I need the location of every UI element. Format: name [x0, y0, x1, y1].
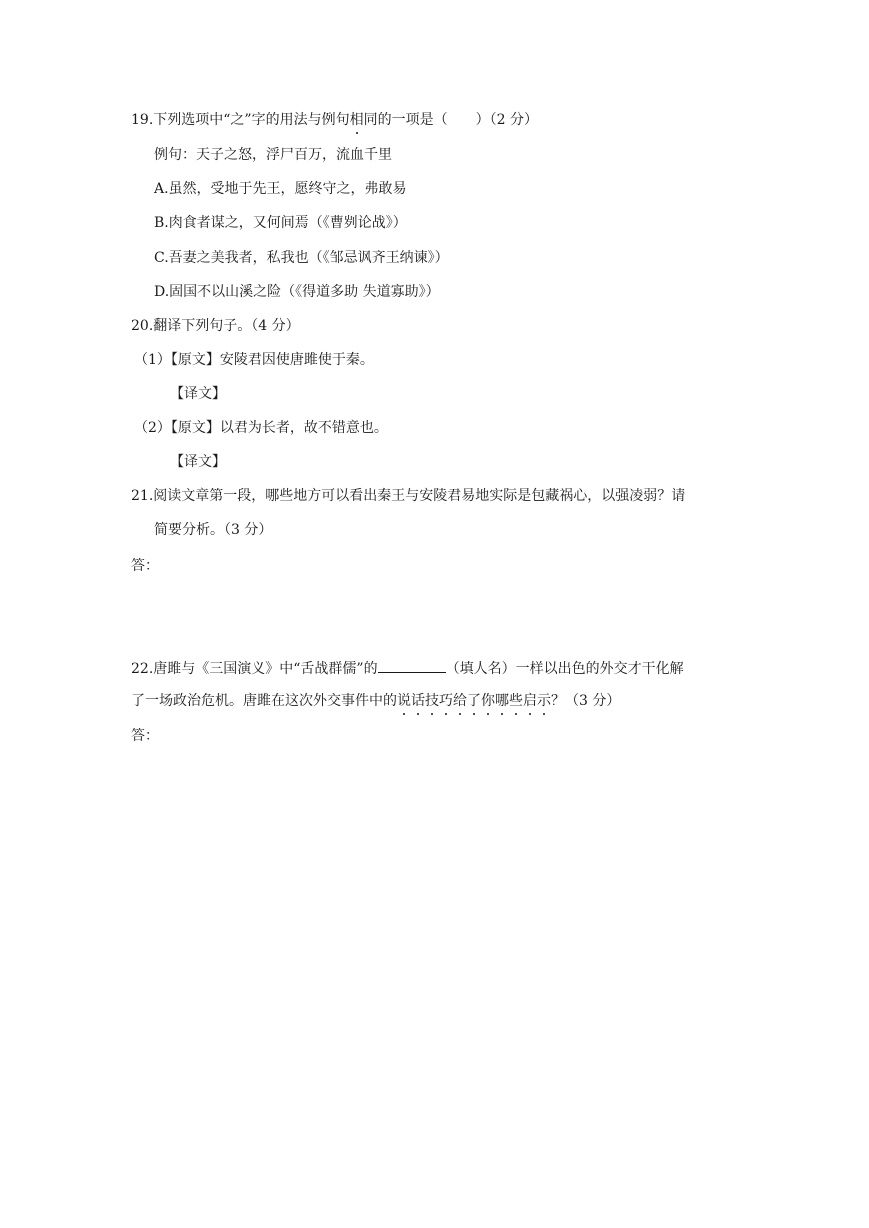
emphasis-dot-char: 话 [411, 693, 425, 709]
q22-stem-line-1: 22.唐雎与《三国演义》中“舌战群儒”的 （填人名）一样以出色的外交才干化解 [131, 658, 684, 676]
emphasis-dot-char: 你 [481, 693, 495, 709]
fill-in-blank[interactable] [378, 658, 446, 673]
q19-option-c: C.吾妻之美我者，私我也（《邹忌讽齐王纳谏》） [154, 250, 449, 266]
emphasis-dot-char: 技 [425, 693, 439, 709]
q21-stem-line-1: 21.阅读文章第一段，哪些地方可以看出秦王与安陵君易地实际是包藏祸心，以强凌弱？请 [131, 488, 686, 504]
q20-translation-1-label: 【译文】 [170, 386, 226, 402]
q22-answer-label: 答： [131, 728, 159, 744]
q19-option-a: A.虽然，受地于先王，愿终守之，弗敢易 [154, 181, 407, 197]
q19-option-b: B.肉食者谋之，又何间焉（《曹刿论战》） [154, 215, 407, 231]
emphasis-dot-char: 相 [349, 112, 364, 128]
q19-example: 例句：天子之怒，浮尸百万，流血千里 [154, 147, 392, 163]
q21-stem-line-2: 简要分析。（3 分） [154, 522, 273, 538]
emphasis-dot-char: 启 [523, 693, 537, 709]
emphasis-dot-char: 示 [537, 693, 551, 709]
emphasis-dot-char: 说 [397, 693, 411, 709]
emphasis-dot-char: 哪 [495, 693, 509, 709]
q22-stem-line-2: 了一场政治危机。唐雎在这次外交事件中的说话技巧给了你哪些启示？（3 分） [131, 693, 621, 709]
emphasis-dot-char: 了 [467, 693, 481, 709]
q20-translation-2-label: 【译文】 [170, 454, 226, 470]
q20-sentence-1: （1）【原文】安陵君因使唐雎使于秦。 [134, 352, 374, 368]
emphasis-dot-char: 巧 [439, 693, 453, 709]
emphasis-dot-char: 些 [509, 693, 523, 709]
emphasis-dot-char: 给 [453, 693, 467, 709]
q20-stem: 20.翻译下列句子。（4 分） [131, 318, 300, 334]
q21-answer-label: 答： [131, 558, 159, 574]
q20-sentence-2: （2）【原文】以君为长者，故不错意也。 [134, 420, 388, 436]
q19-option-d: D.固国不以山溪之险（《得道多助 失道寡助》） [154, 284, 440, 300]
q19-stem: 19.下列选项中“之”字的用法与例句相同的一项是（ ）（2 分） [131, 112, 538, 128]
